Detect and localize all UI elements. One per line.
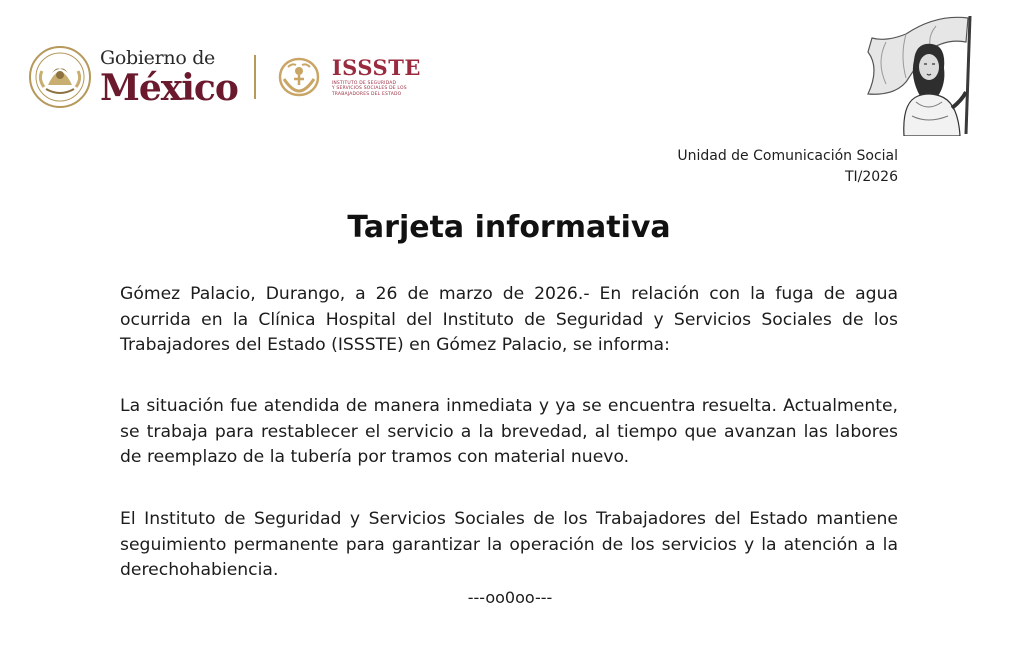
escudo-nacional-icon [28,45,92,109]
unit-block [677,146,898,188]
paragraph-status: La situación fue atendida de manera inmediata y ya se encuentra resuelta. Actualmente, se trabaja para restablecer el servicio a la brevedad, al tiempo que avanzan las labores de reemplazo de la tubería por tramos con material nuevo. [120,396,898,467]
issste-name: ISSSTE [331,54,421,80]
closing-mark: ---oo0oo--- [467,588,553,607]
unit-name: Unidad de Comunicación Social [677,148,898,164]
issste-emblem-icon [274,53,324,101]
gobierno-label: Gobierno de [100,46,216,69]
document-title: Tarjeta informativa [347,210,671,245]
paragraph-followup: El Instituto de Seguridad y Servicios Sociales de los Trabajadores del Estado mantiene seguimiento permanente para garantizar la operación de los servicios y la atención a la derechohabiencia. [120,509,898,580]
header-logos [28,44,421,110]
logo-divider [254,55,256,99]
issste-wordmark [331,54,421,97]
document-code: TI/2026 [844,169,898,185]
paragraph-intro: Gómez Palacio, Durango, a 26 de marzo de 2026.- En relación con la fuga de agua ocurrida en la Clínica Hospital del Instituto de Seguridad y Servicios Sociales de los Trabajadores del Estado (ISSSTE) en Gómez Palacio, se informa: [120,284,898,355]
issste-subtitle: INSTITUTO DE SEGURIDAD Y SERVICIOS SOCIALES DE LOS TRABAJADORES DEL ESTADO [331,80,407,97]
woman-with-flag-illustration [866,12,984,136]
mexico-label: México [100,66,238,109]
gobierno-de-mexico-wordmark [100,46,238,109]
